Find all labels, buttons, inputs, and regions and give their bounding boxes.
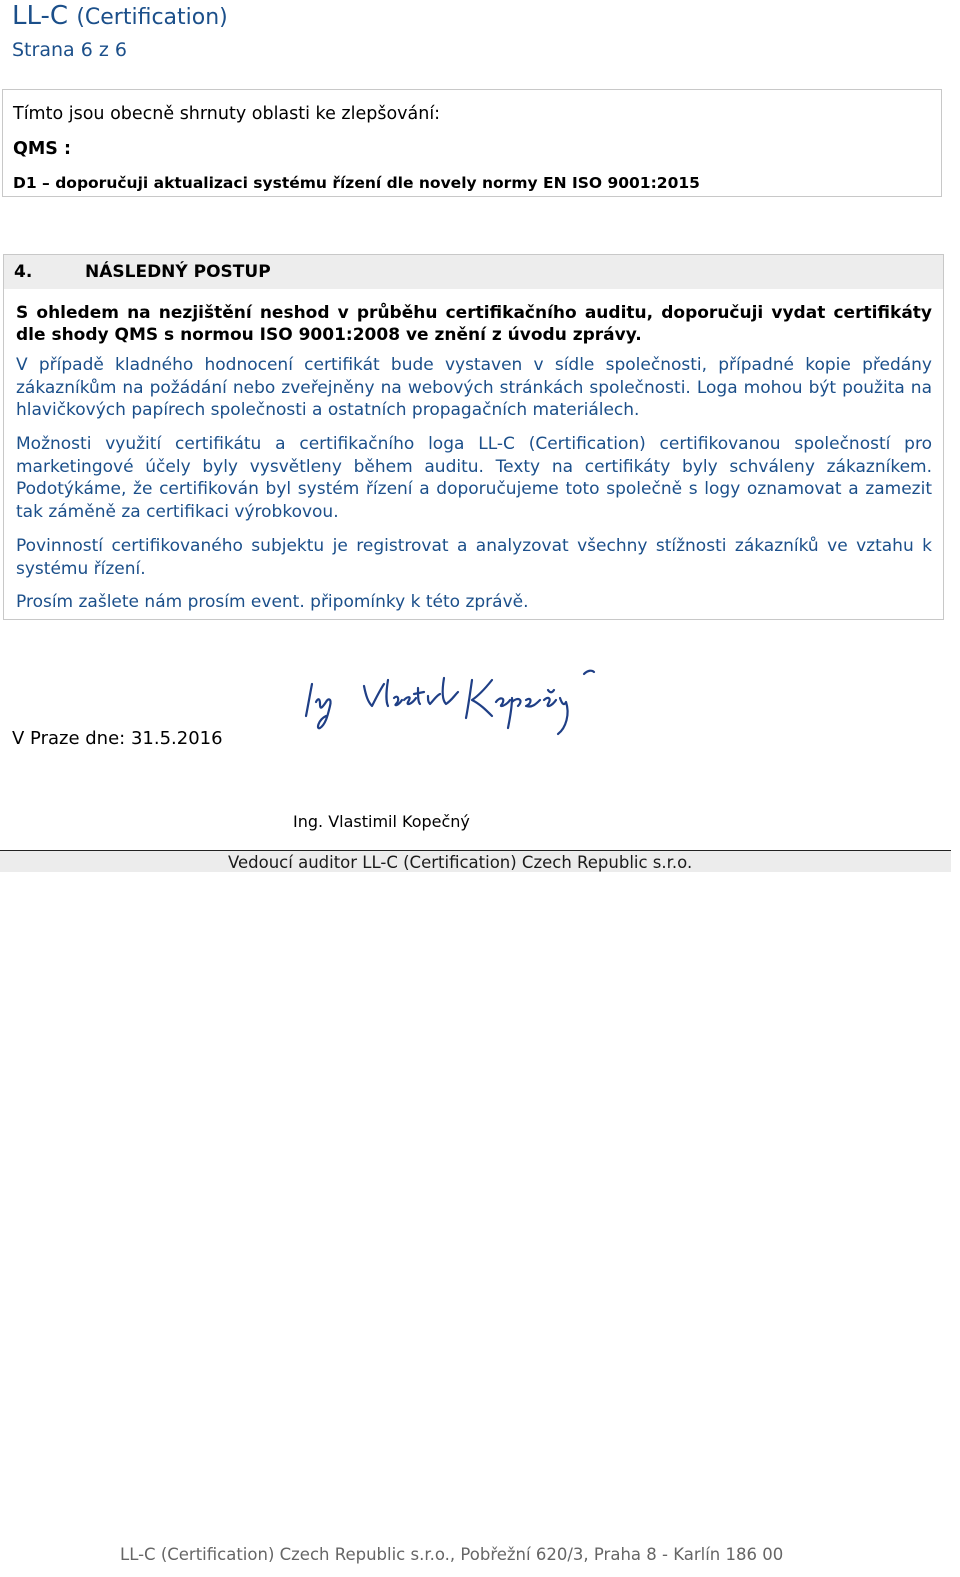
handwritten-signature: [296, 662, 606, 746]
paragraph-certificate-issue: V případě kladného hodnocení certifikát bude vystaven v sídle společnosti, případné kopie předány zákazníkům na požádání nebo zveřejněny na webových stránkách společnosti. Loga mohou být použita na hlavičkových papírech společnosti a ostatních propagačních materiálech.: [16, 355, 932, 420]
qms-label: QMS :: [13, 139, 71, 159]
signature-image: [296, 662, 606, 742]
paragraph-complaints: Povinností certifikovaného subjektu je registrovat a analyzovat všechny stížnosti zákazníků ve vztahu k systému řízení.: [16, 536, 932, 579]
page-footer-address: LL-C (Certification) Czech Republic s.r.o., Pobřežní 620/3, Praha 8 - Karlín 186 00: [120, 1545, 784, 1564]
brand-subtitle: (Certification): [76, 5, 228, 30]
paragraph-logo-usage: Možnosti využití certifikátu a certifikačního loga LL-C (Certification) certifikovanou společností pro marketingové účely byly vysvětleny během auditu. Texty na certifikáty byly schváleny zákazníkem. Podotýkáme, že certifikován byl systém řízení a doporučujeme toto společně s logy oznamovat a zamezit tak záměně za certifikaci výrobkovou.: [16, 434, 932, 522]
section-heading-band: [4, 255, 943, 289]
paragraph-feedback-request: Prosím zašlete nám prosím event. připomínky k této zprávě.: [16, 592, 529, 612]
page-number: Strana 6 z 6: [12, 39, 127, 61]
improvement-summary-box: [2, 89, 942, 197]
brand-name: LL-C: [12, 1, 69, 31]
section-title: NÁSLEDNÝ POSTUP: [85, 262, 271, 282]
signer-role: Vedoucí auditor LL-C (Certification) Czech Republic s.r.o.: [228, 853, 693, 872]
followup-section-box: [3, 254, 944, 620]
summary-intro: Tímto jsou obecně shrnuty oblasti ke zlepšování:: [13, 104, 441, 124]
summary-item-d1: D1 – doporučuji aktualizaci systému řízení dle novely normy EN ISO 9001:2015: [13, 174, 700, 192]
section-number: 4.: [14, 262, 33, 282]
document-header-brand: [12, 0, 228, 34]
signer-name: Ing. Vlastimil Kopečný: [293, 812, 470, 831]
place-and-date: V Praze dne: 31.5.2016: [12, 728, 223, 749]
recommendation-paragraph: S ohledem na nezjištění neshod v průběhu certifikačního auditu, doporučuji vydat certifikáty dle shody QMS s normou ISO 9001:2008 ve znění z úvodu zprávy.: [16, 303, 932, 345]
signer-role-bar: [0, 850, 951, 872]
